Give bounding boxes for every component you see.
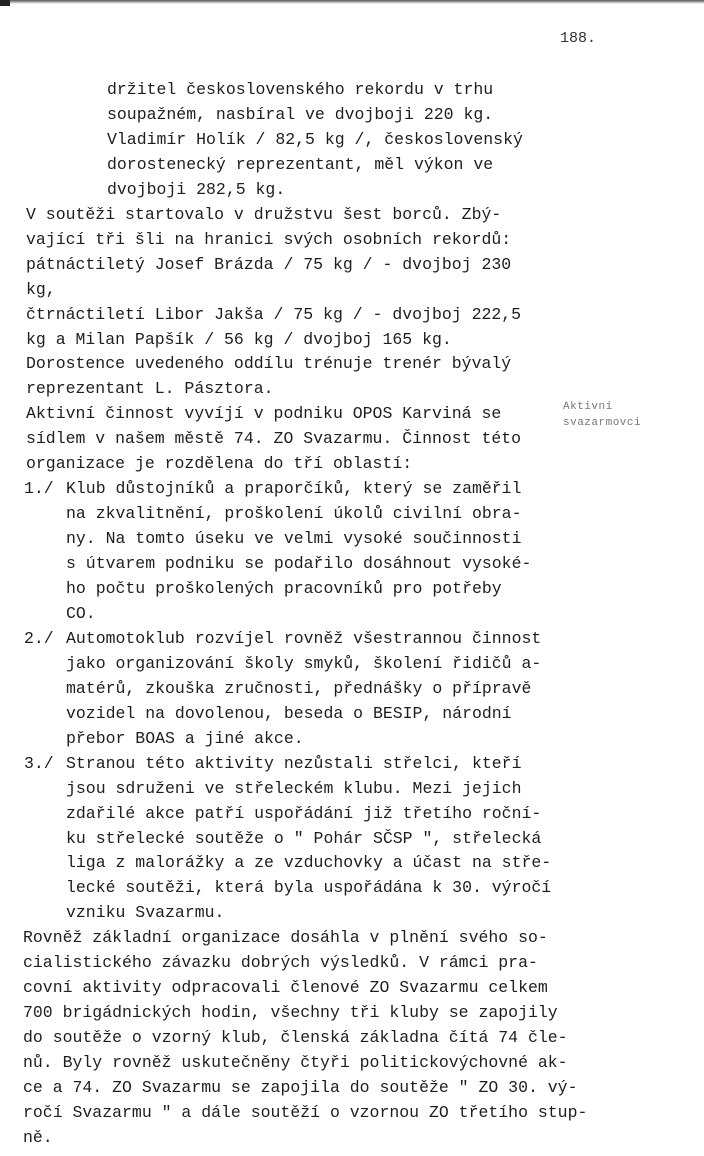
list-item-line: jsou sdruženi ve střeleckém klubu. Mezi jejich bbox=[66, 778, 522, 798]
list-item-number: 3./ bbox=[24, 753, 54, 773]
indented-text-line: Vladimír Holík / 82,5 kg /, československý bbox=[107, 129, 523, 149]
list-item-line: ny. Na tomto úseku ve velmi vysoké součinnosti bbox=[66, 529, 522, 549]
list-item-line: na zkvalitnění, proškolení úkolů civilní obra- bbox=[66, 504, 522, 524]
scan-top-edge bbox=[0, 0, 704, 4]
paragraph-line: covní aktivity odpracovali členové ZO Svazarmu celkem bbox=[23, 978, 548, 998]
list-item-line: ho počtu proškolených pracovníků pro potřeby bbox=[66, 579, 502, 598]
paragraph-line: vající tři šli na hranici svých osobních rekordů: bbox=[26, 229, 512, 249]
paragraph-line: čtrnáctiletí Libor Jakša / 75 kg / - dvojboj 222,5 bbox=[26, 304, 522, 324]
indented-text-line: držitel československého rekordu v trhu bbox=[107, 80, 494, 99]
list-item-line: jako organizování školy smyků, školení řidičů a- bbox=[66, 653, 542, 673]
paragraph-line: kg, bbox=[26, 279, 56, 299]
list-item-number: 2./ bbox=[24, 628, 54, 648]
list-item-line: s útvarem podniku se podařilo dosáhnout vysoké- bbox=[66, 554, 532, 574]
paragraph-line: ně. bbox=[23, 1127, 53, 1147]
list-item-line: Stranou této aktivity nezůstali střelci, kteří bbox=[66, 753, 522, 773]
list-item-line: vozidel na dovolenou, beseda o BESIP, národní bbox=[66, 703, 512, 723]
indented-text-line: dorostenecký reprezentant, měl výkon ve bbox=[107, 154, 494, 174]
margin-note-line: Aktivní bbox=[563, 401, 613, 413]
list-item-line: lecké soutěži, která byla uspořádána k 30. výročí bbox=[66, 878, 552, 898]
paragraph-line: organizace je rozdělena do tří oblastí: bbox=[26, 454, 413, 474]
list-item-line: ku střelecké soutěže o " Pohár SČSP ", střelecká bbox=[66, 828, 542, 848]
paragraph-line: sídlem v našem městě 74. ZO Svazarmu. Činnost této bbox=[26, 429, 522, 449]
list-item-number: 1./ bbox=[24, 479, 54, 499]
indented-text-line: dvojboji 282,5 kg. bbox=[107, 179, 286, 199]
paragraph-line: ce a 74. ZO Svazarmu se zapojila do soutěže " ZO 30. vý- bbox=[23, 1078, 578, 1097]
paragraph-line: do soutěže o vzorný klub, členská základna čítá 74 čle- bbox=[23, 1028, 568, 1048]
indented-text-line: soupažném, nasbíral ve dvojboji 220 kg. bbox=[107, 104, 494, 124]
paragraph-line: reprezentant L. Pásztora. bbox=[26, 379, 274, 399]
page-number: 188. bbox=[560, 30, 597, 47]
paragraph-line: nů. Byly rovněž uskutečněny čtyři politickovýchovné ak- bbox=[23, 1053, 568, 1073]
list-item-line: CO. bbox=[66, 603, 96, 623]
paragraph-line: 700 brigádnických hodin, všechny tři kluby se zapojily bbox=[23, 1003, 558, 1023]
scan-corner-mark bbox=[0, 0, 10, 6]
list-item-line: liga z malorážky a ze vzduchovky a účast na stře- bbox=[66, 853, 552, 873]
paragraph-line: kg a Milan Papšík / 56 kg / dvojboj 165 kg. bbox=[26, 329, 452, 349]
paragraph-line: Aktivní činnost vyvíjí v podniku OPOS Karviná se bbox=[26, 404, 502, 424]
paragraph-line: ročí Svazarmu " a dále soutěží o vzornou ZO třetího stup- bbox=[23, 1102, 588, 1122]
list-item-line: matérů, zkouška zručnosti, přednášky o přípravě bbox=[66, 678, 532, 698]
list-item-line: vzniku Svazarmu. bbox=[66, 903, 225, 923]
list-item-line: zdařilé akce patří uspořádání již třetího roční- bbox=[66, 803, 542, 823]
list-item-line: Automotoklub rozvíjel rovněž všestrannou činnost bbox=[66, 628, 542, 648]
paragraph-line: V soutěži startovalo v družstvu šest borců. Zbý- bbox=[26, 204, 502, 224]
margin-note-line: svazarmovci bbox=[563, 417, 642, 429]
paragraph-line: cialistického závazku dobrých výsledků. V rámci pra- bbox=[23, 953, 538, 973]
paragraph-line: pátnáctiletý Josef Brázda / 75 kg / - dvojboj 230 bbox=[26, 254, 512, 274]
list-item-line: Klub důstojníků a praporčíků, který se zaměřil bbox=[66, 479, 522, 499]
paragraph-line: Rovněž základní organizace dosáhla v plnění svého so- bbox=[23, 928, 548, 948]
list-item-line: přebor BOAS a jiné akce. bbox=[66, 728, 304, 748]
paragraph-line: Dorostence uvedeného oddílu trénuje trenér bývalý bbox=[26, 354, 512, 374]
